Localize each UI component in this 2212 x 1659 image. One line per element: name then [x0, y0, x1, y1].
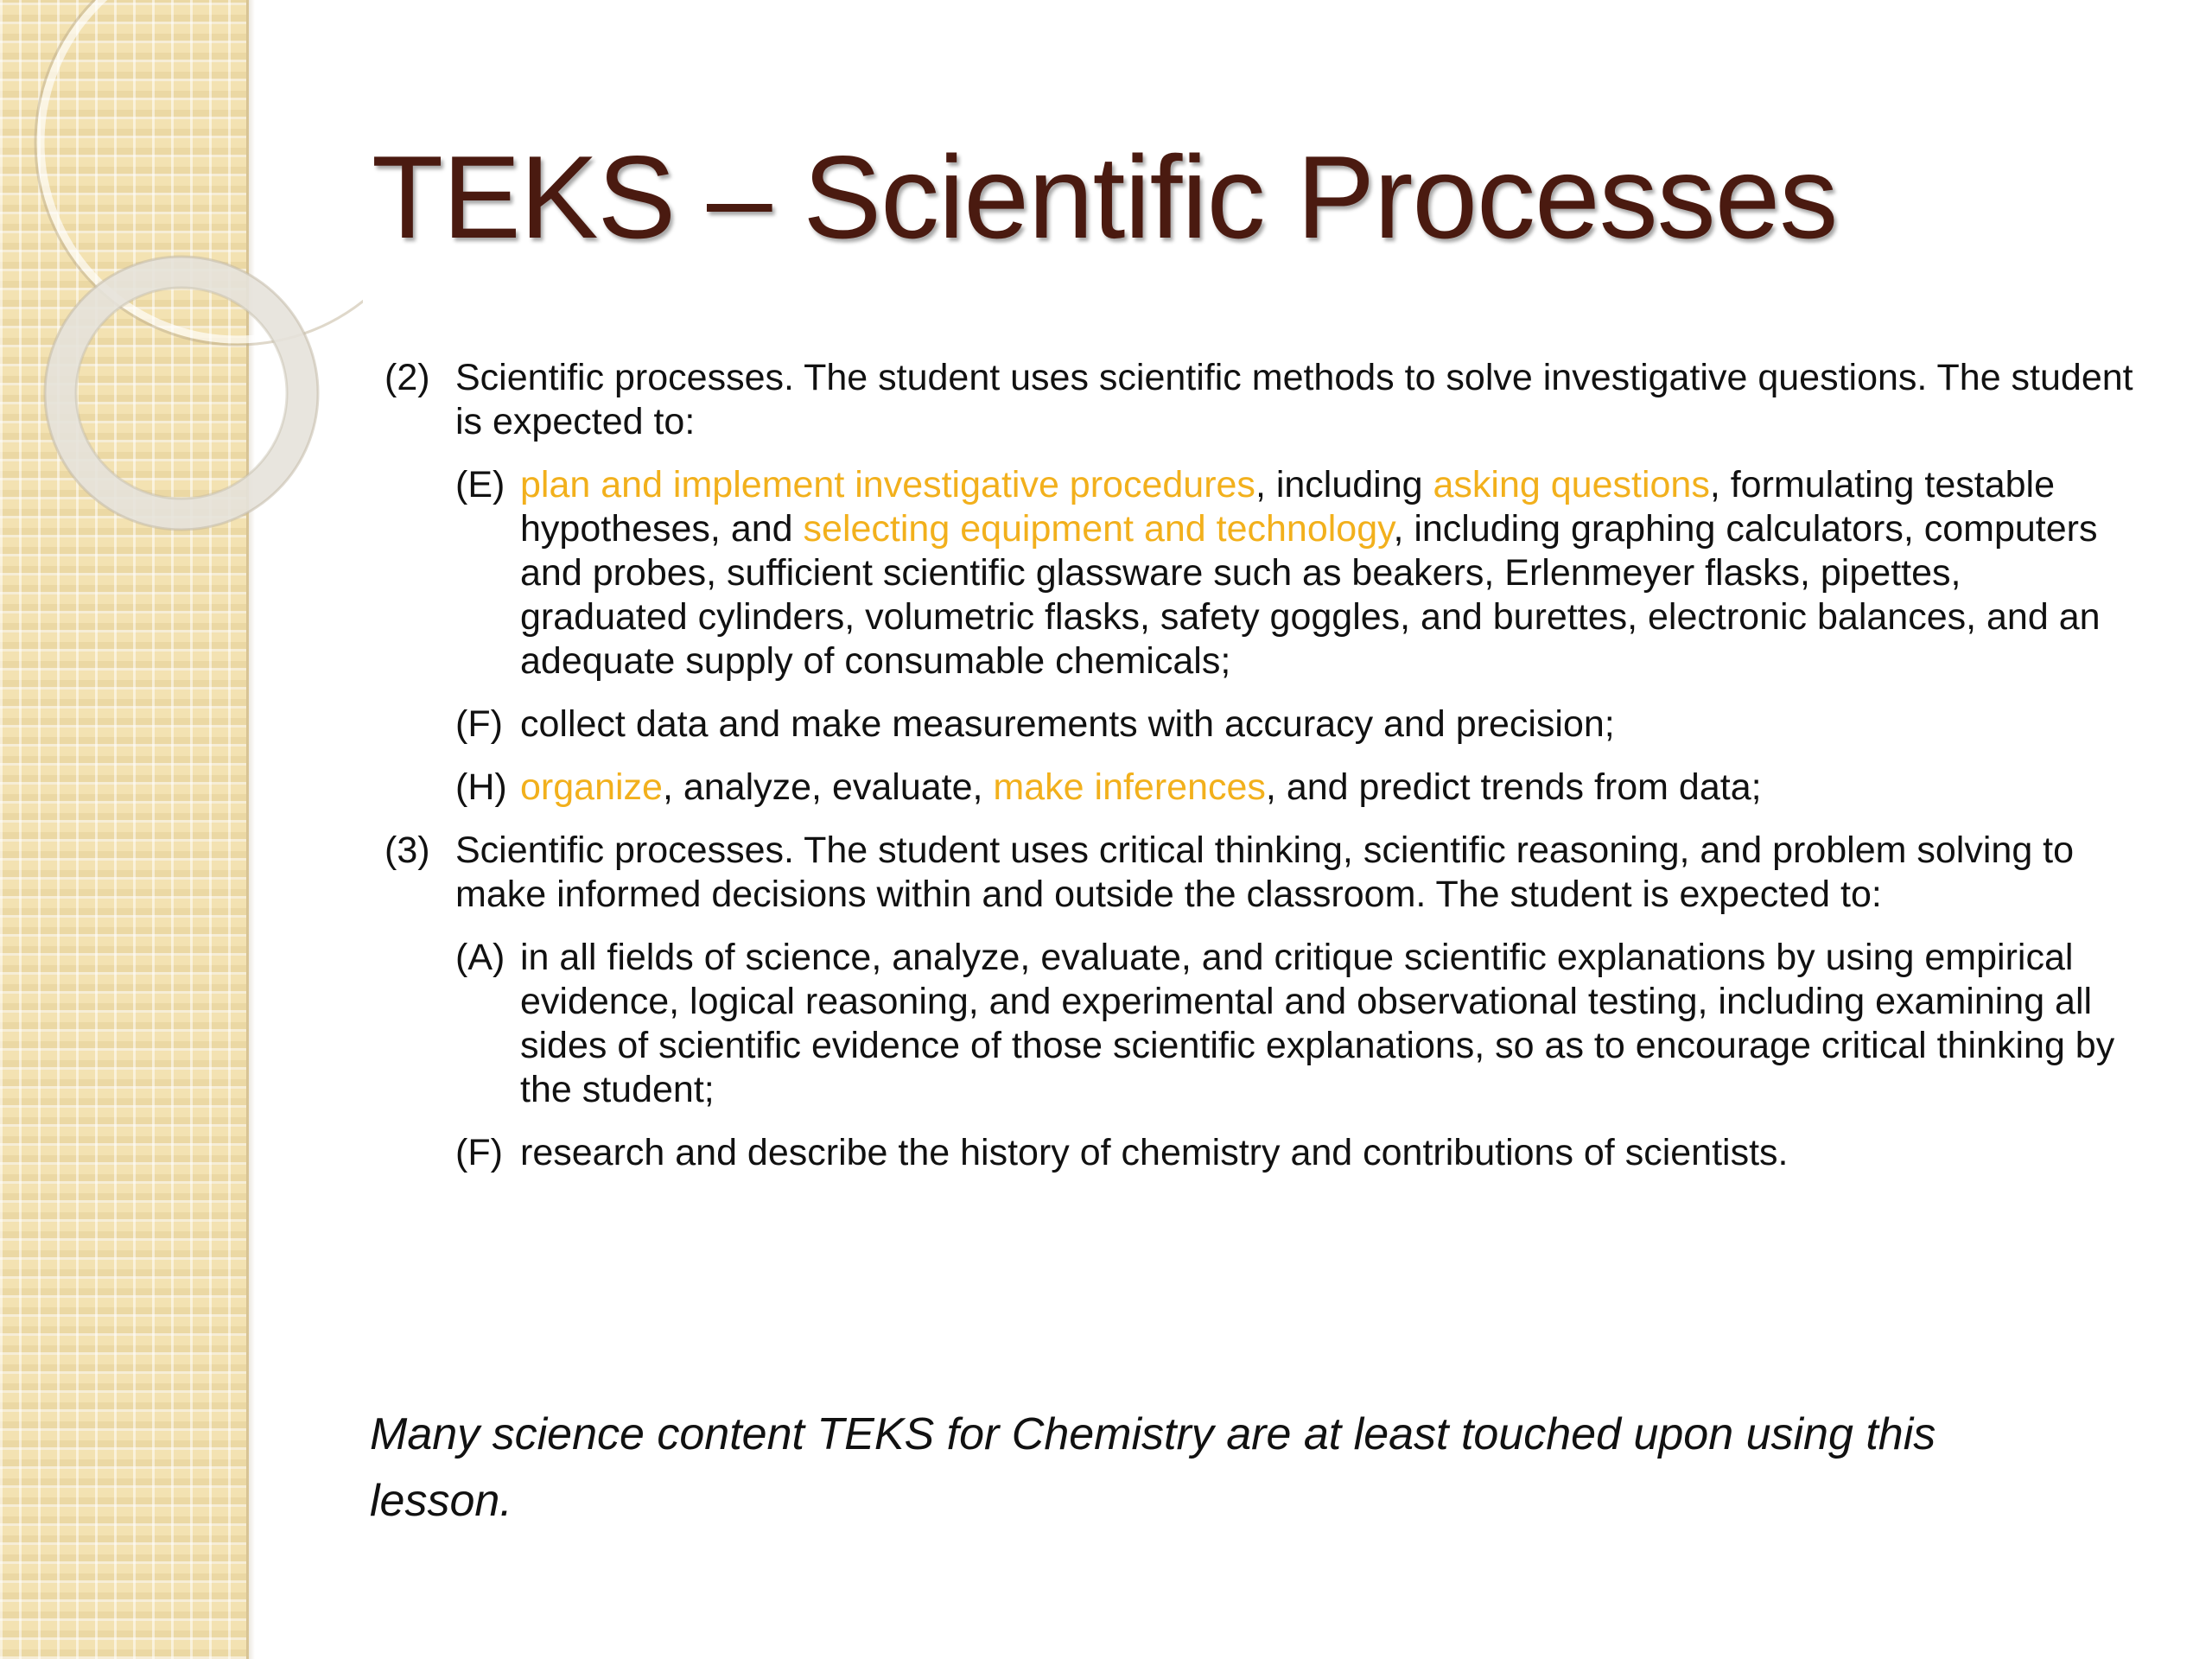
teks-item-2	[385, 356, 2139, 444]
highlight-text: selecting equipment and technology	[803, 508, 1394, 550]
item-text: research and describe the history of chemistry and contributions of scientists.	[520, 1132, 1789, 1173]
item-text: Scientific processes. The student uses critical thinking, scientific reasoning, and problem solving to make informed decisions within and outside the classroom. The student is expected to:	[455, 830, 2075, 915]
footnote: Many science content TEKS for Chemistry are at least touched upon using this lesson.	[370, 1409, 1936, 1526]
teks-item-3	[385, 829, 2139, 917]
item-text: , formulating testable hypotheses, and	[520, 464, 2056, 550]
teks-item-2e	[385, 463, 2139, 683]
teks-item-2h	[385, 766, 2139, 810]
item-label: (A)	[455, 937, 505, 978]
teks-item-3f	[385, 1131, 2139, 1175]
item-text: Scientific processes. The student uses scientific methods to solve investigative questions. The student is expected to:	[455, 357, 2133, 442]
item-label: (E)	[455, 464, 505, 505]
item-label: (H)	[455, 766, 507, 808]
slide-title: TEKS – Scientific Processes	[372, 131, 1838, 263]
item-text: collect data and make measurements with accuracy and precision;	[520, 703, 1615, 745]
item-text: , and predict trends from data;	[1265, 766, 1762, 808]
teks-item-3a	[385, 936, 2139, 1112]
highlight-text: organize	[520, 766, 663, 808]
highlight-text: plan and implement investigative procedures	[520, 464, 1255, 505]
highlight-text: make inferences	[993, 766, 1266, 808]
teks-item-2f	[385, 702, 2139, 747]
item-label: (3)	[385, 830, 430, 871]
item-label: (2)	[385, 357, 430, 398]
item-text: , including graphing calculators, computers and probes, sufficient scientific glassware such as beakers, Erlenmeyer flasks, pipettes, graduated cylinders, volumetric flasks, safety goggles, and burettes, electronic balances, and an adequate supply of consumable chemicals;	[520, 508, 2101, 682]
highlight-text: asking questions	[1433, 464, 1710, 505]
teks-content	[385, 356, 2139, 1175]
decorative-rings-icon	[0, 0, 363, 605]
item-label: (F)	[455, 1132, 503, 1173]
item-text: , analyze, evaluate,	[662, 766, 994, 808]
item-label: (F)	[455, 703, 503, 745]
item-text: in all fields of science, analyze, evaluate, and critique scientific explanations by using empirical evidence, logical reasoning, and experimental and observational testing, including examining all sides of scientific evidence of those scientific explanations, so as to encourage critical thinking by the student;	[520, 937, 2115, 1110]
item-text: , including	[1255, 464, 1433, 505]
